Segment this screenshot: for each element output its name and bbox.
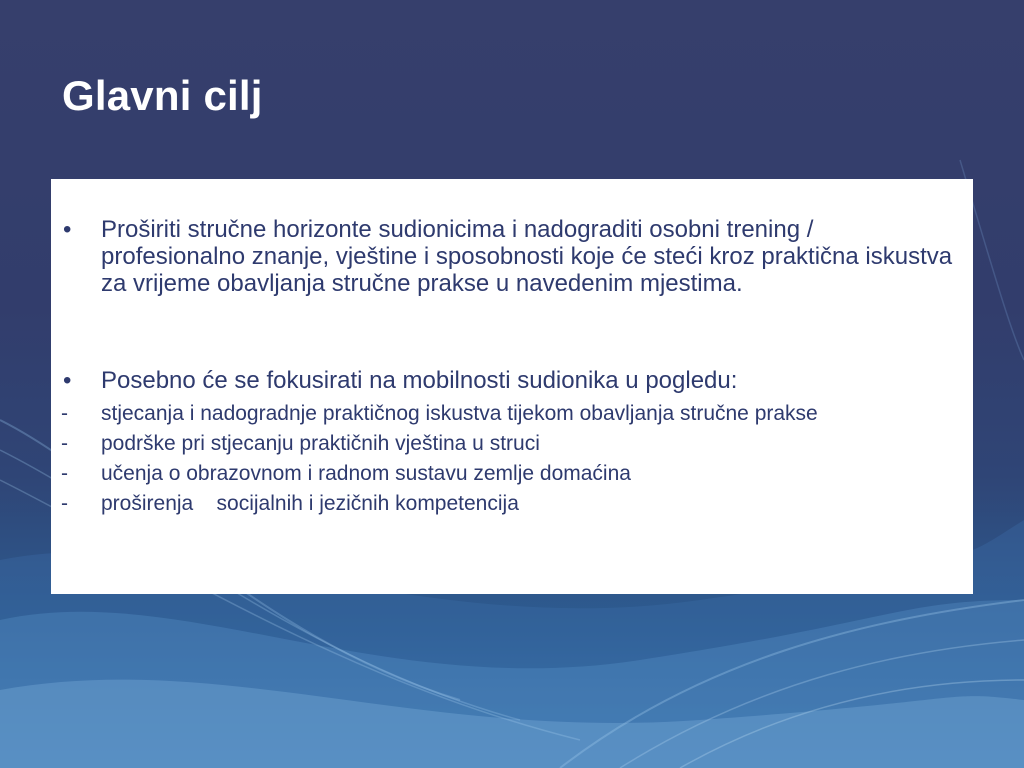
content-panel	[51, 179, 973, 594]
bullet-text: Posebno će se fokusirati na mobilnosti sudionika u pogledu:	[101, 367, 738, 394]
sub-item-text: stjecanja i nadogradnje praktičnog iskustva tijekom obavljanja stručne prakse	[101, 402, 818, 425]
sub-item	[51, 402, 973, 426]
bullet-item	[51, 216, 973, 297]
slide-title: Glavni cilj	[62, 72, 263, 119]
sub-item-list	[51, 402, 973, 522]
bullet-item	[51, 367, 757, 394]
dash-marker: -	[61, 462, 68, 485]
sub-item	[51, 462, 973, 486]
sub-item-text: proširenja socijalnih i jezičnih kompetencija	[101, 492, 519, 515]
bullet-marker: •	[63, 216, 72, 243]
sub-item	[51, 492, 973, 516]
dash-marker: -	[61, 432, 68, 455]
dash-marker: -	[61, 402, 68, 425]
dash-marker: -	[61, 492, 68, 515]
sub-item-text: učenja o obrazovnom i radnom sustavu zemlje domaćina	[101, 462, 631, 485]
bullet-marker: •	[63, 367, 72, 394]
sub-item-text: podrške pri stjecanju praktičnih vještina u struci	[101, 432, 540, 455]
bullet-text: Proširiti stručne horizonte sudionicima i nadograditi osobni trening / profesionalno znanje, vještine i sposobnosti koje će steći kroz praktična iskustva za vrijeme obavljanja stručne prakse u navedenim mjestima.	[101, 216, 953, 297]
sub-item	[51, 432, 973, 456]
